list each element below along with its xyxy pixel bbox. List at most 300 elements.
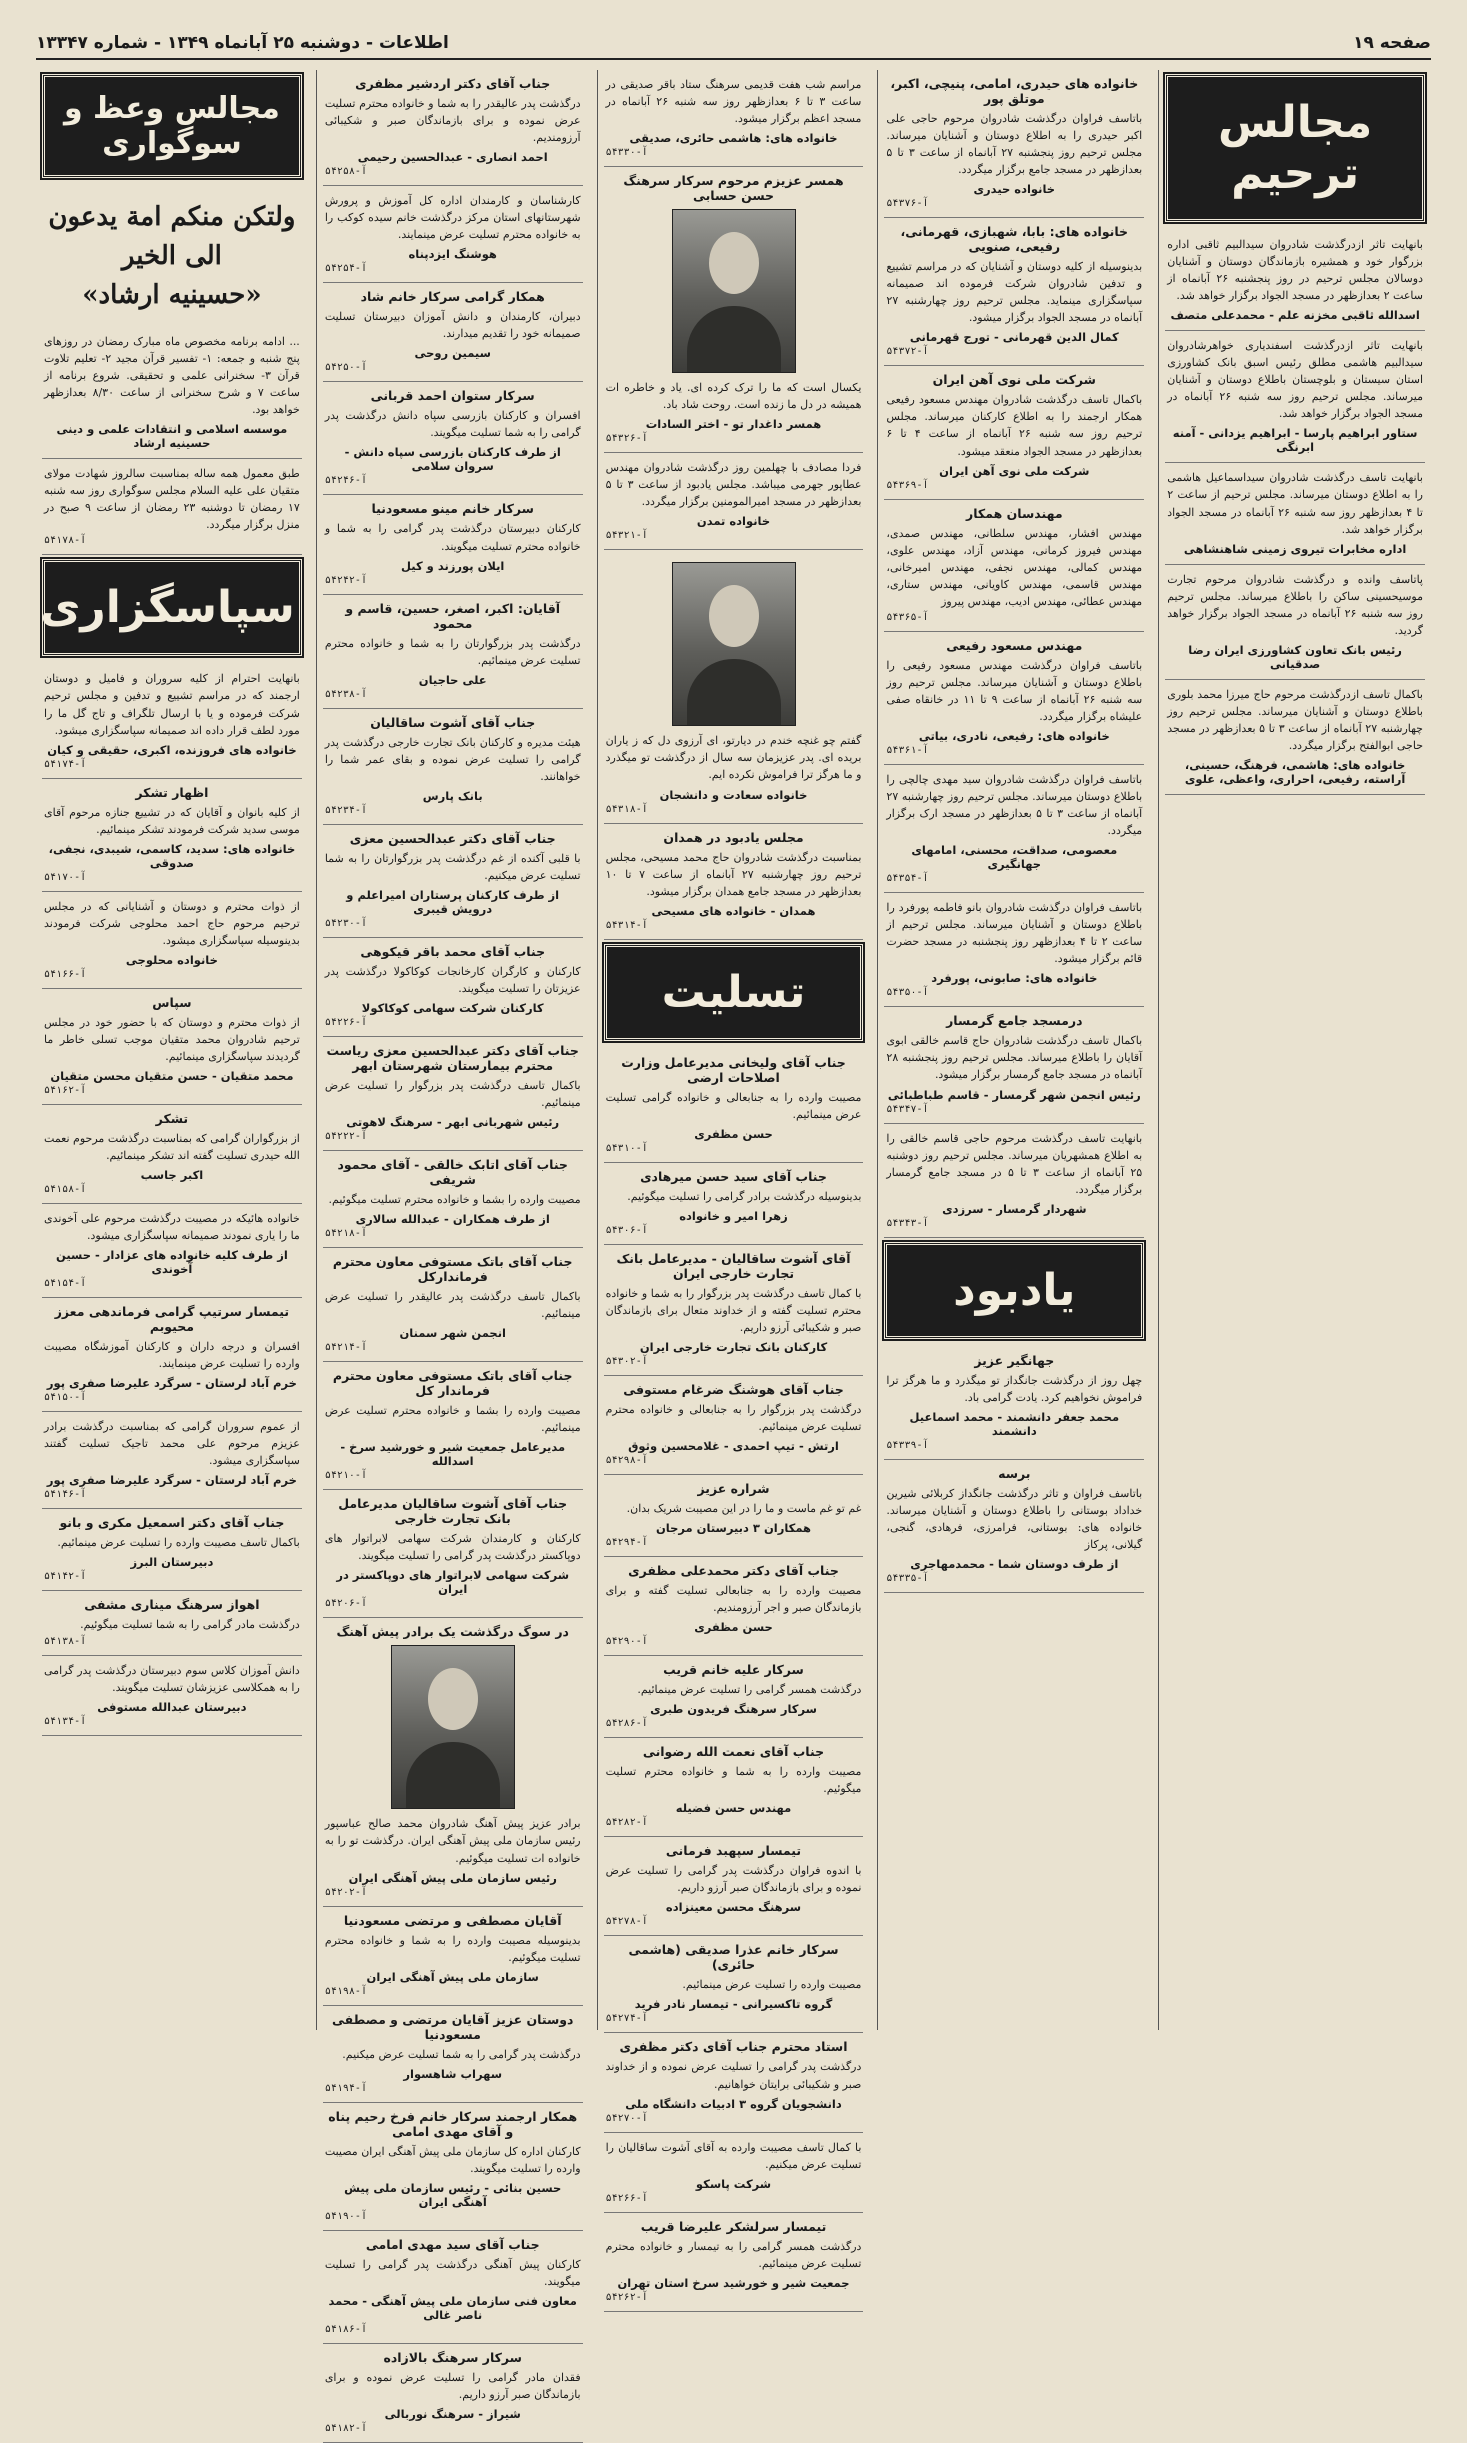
notice-text: با قلبی آکنده از غم درگذشت پدر بزرگوارتان را به شما تسلیت عرض میکنیم.	[324, 851, 581, 882]
notice	[604, 1049, 864, 1163]
notice-text: دانش آموزان کلاس سوم دبیرستان درگذشت پدر گرامی را به همکلاسی عزیزشان تسلیت میگویند.	[44, 1663, 300, 1694]
notice-title: دوستان عزیز آقایان مرتضی و مصطفی مسعودنیا	[331, 2011, 574, 2042]
notice	[604, 1837, 864, 1936]
notice	[1165, 565, 1425, 680]
notice	[42, 327, 302, 459]
notice-text: دبیران، کارمندان و دانش آموزان دبیرستان تسلیت صمیمانه خود را تقدیم میدارند.	[324, 310, 581, 341]
ad-code: آ-۵۴۲۶۶	[605, 2192, 648, 2204]
section-banner: مجالس وعظ و سوگواری	[42, 74, 302, 178]
notice-signature: دانشجویان گروه ۳ ادبیات دانشگاه ملی	[625, 2096, 842, 2111]
notice-signature: هوشنگ ایزدپناه	[408, 247, 497, 262]
notice-signature: رئیس سازمان ملی پیش آهنگی ایران	[348, 1870, 557, 1885]
notice-text: باتاسف فراوان درگذشت شادروان مرحوم حاجی علی اکبر حیدری را به اطلاع دوستان و آشنایان میرساند. مجلس ترحیم روز پنجشنبه ۲۷ آبانماه از ساعت ۳ تا ۵ بعدازظهر در مسجد جامع برگزار میگردد.	[886, 112, 1143, 177]
notice-title: جناب آقای آشوت ساقالیان	[370, 714, 536, 730]
ad-code: آ-۵۴۲۳۰	[324, 917, 367, 929]
notice	[604, 1738, 864, 1837]
notice	[323, 2344, 583, 2443]
notice-signature: خانواده های: سدید، کاسمی، شیبدی، نجفی، صدوقی	[48, 841, 296, 870]
ad-code: آ-۵۴۳۱۰	[605, 1142, 648, 1154]
notice	[42, 1591, 302, 1655]
notice-text: درگذشت پدر بزرگوارتان را به شما و خانواده محترم تسلیت عرض مینمائیم.	[324, 636, 581, 667]
notice-signature: کمال الدین قهرمانی - تورج قهرمانی	[909, 330, 1119, 345]
notice-signature: رئیس شهربانی ابهر - سرهنگ لاهوتی	[346, 1115, 560, 1130]
notice	[604, 70, 864, 167]
notice	[323, 1151, 583, 1248]
notice-title: همسر عزیزم مرحوم سرکار سرهنگ حسن حسابی	[623, 173, 844, 204]
notice-signature: خانواده تمدن	[696, 514, 771, 529]
ad-code: آ-۵۴۱۴۲	[44, 1571, 87, 1583]
notice-signature: شیراز - سرهنگ نوربالی	[384, 2406, 521, 2421]
notice-signature: خرم آباد لرستان - سرگرد علیرضا صفری پور	[46, 1376, 297, 1391]
notice-title: همکار گرامی سرکار خانم شاد	[360, 289, 545, 305]
notice	[884, 366, 1144, 499]
ad-code: آ-۵۴۲۹۴	[605, 1537, 648, 1549]
notice-signature: سرهنگ محسن معینزاده	[665, 1900, 802, 1915]
notice-text: باکمال تاسف درگذشت شادروان حاج قاسم خالقی ابوی آقایان را باطلاع میرساند. مجلس ترحیم روز پنجشنبه ۲۸ آبانماه در مسجد جامع گرمسار برگزار میشود.	[886, 1034, 1143, 1082]
notice-title: شرکت ملی نوی آهن ایران	[932, 372, 1096, 388]
notice-text: درگذشت همسر گرامی را به تیمسار و خانواده محترم تسلیت عرض مینمائیم.	[605, 2239, 862, 2270]
notice-title: آقایان مصطفی و مرتضی مسعودنیا	[343, 1912, 562, 1928]
notice	[604, 1245, 864, 1376]
notice-title: همکار ارجمند سرکار خانم فرخ رحیم پناه و آقای مهدی امامی	[328, 2108, 578, 2139]
notice-title: جهانگیر عزیز	[974, 1352, 1055, 1368]
ad-code: آ-۵۴۲۷۰	[605, 2112, 648, 2124]
notice-signature: سهراب شاهسوار	[403, 2066, 503, 2081]
notice-text: بمناسبت درگذشت شادروان حاج محمد مسیحی، مجلس ترحیم روز چهارشنبه ۲۷ آبانماه از ساعت ۷ تا ۱۰ بعدازظهر در مسجد جامع همدان برگزار میشود.	[605, 850, 862, 898]
ad-code: آ-۵۴۳۱۸	[605, 803, 648, 815]
notice-signature: شرکت سهامی لابراتوار های دوپاکستر در ایران	[336, 1568, 570, 1597]
notice-title: جناب آقای دکتر عبدالحسین معزی	[349, 830, 556, 846]
notice-text: بدینوسیله درگذشت برادر گرامی را تسلیت میگوئیم.	[627, 1189, 862, 1203]
ad-code: آ-۵۴۱۵۴	[44, 1278, 87, 1290]
notice	[323, 938, 583, 1037]
notice-text: درگذشت پدر گرامی را تسلیت عرض نموده و از خداوند صبر و شکیبائی برایتان خواهانیم.	[605, 2060, 862, 2091]
notice	[884, 1460, 1144, 1593]
ad-code: آ-۵۴۲۸۲	[605, 1817, 648, 1829]
notice-signature: خرم آباد لرستان - سرگرد علیرضا صفری پور	[46, 1473, 297, 1488]
notice-text: از کلیه بانوان و آقایان که در تشییع جنازه مرحوم آقای موسی سدید شرکت فرمودند تشکر مینمائیم.	[44, 805, 300, 836]
notice	[42, 664, 302, 778]
notice	[323, 825, 583, 938]
notice-signature: معصومی، صداقت، محسنی، امامهای جهانگیری	[911, 843, 1118, 872]
ad-code: آ-۵۴۳۴۷	[886, 1103, 929, 1115]
notice-text: بانهایت تاسف درگذشت مرحوم حاجی قاسم خالقی را به اطلاع همشهریان میرساند. مجلس ترحیم روز دوشنبه ۲۵ آبانماه از ساعت ۳ تا ۵ در مسجد جامع گرمسار برگزار میگردد.	[886, 1131, 1143, 1196]
ad-code: آ-۵۴۱۷۸	[44, 535, 87, 547]
notice-title: سرکار سرهنگ بالازاده	[383, 2349, 522, 2365]
notice-title: برسه	[998, 1465, 1031, 1481]
notice-signature: رئیس انجمن شهر گرمسار - قاسم طباطبائی	[887, 1087, 1141, 1102]
notice-signature: خانواده های فروزنده، اکبری، حقیقی و کیان	[47, 742, 297, 757]
notice-title: جناب آقای دکتر اسمعیل مکری و بانو	[59, 1515, 285, 1531]
notice-text: بانهایت تاثر ازدرگذشت شادروان سیدالبیم ثاقبی اداره بزرگوار خود و همشیره بازماندگان دوستان و آشنایان دوسالان مجلس ترحیم در روز پنجشنبه ۲۶ آبانماه از ساعت ۲ بعدازظهر در مسجد الجواد برگزار خواهد شد.	[1167, 238, 1423, 303]
notice-signature: خانواده حیدری	[973, 182, 1056, 197]
notice	[884, 1347, 1144, 1460]
notice-signature: از طرف دوستان شما - محمدمهاجری	[910, 1556, 1119, 1571]
notice	[323, 709, 583, 825]
notice	[323, 2231, 583, 2344]
notice-title: جناب آقای باتک مستوفی معاون محترم فرماندار کل	[332, 1368, 573, 1399]
notice-signature: انجمن شهر سمنان	[399, 1326, 506, 1341]
notice-text: باکمال تاسف درگذشت شادروان مهندس مسعود رفیعی همکار ارجمند را به اطلاع کارکنان میرساند. مجلس ترحیم روز سه شنبه ۲۶ آبانماه از ساعت ۴ تا ۶ بعدازظهر در مسجد الجواد منعقد میشود.	[886, 393, 1143, 458]
ad-code: آ-۵۴۱۴۶	[44, 1489, 87, 1501]
notice-text: چهل روز از درگذشت جانگداز تو میگذرد و ما هرگز ترا فراموش نخواهیم کرد. یادت گرامی باد.	[886, 1373, 1143, 1404]
notice	[604, 550, 864, 823]
notice-text: از عموم سروران گرامی که بمناسبت درگذشت برادر عزیزم مرحوم علی محمد تاجیک تسلیت گفتند سپاسگزاری میشود.	[44, 1420, 300, 1468]
notice-text: هیئت مدیره و کارکنان بانک تجارت خارجی درگذشت پدر گرامی را تسلیت عرض نموده و بقای عمر شما را خواهانند.	[324, 735, 581, 783]
notice-title: سرکار خانم مینو مسعودنیا	[371, 501, 534, 517]
notice	[323, 382, 583, 495]
column-4	[316, 70, 589, 2434]
ad-code: آ-۵۴۱۸۲	[324, 2422, 367, 2434]
notice-text: کارکنان پیش آهنگی درگذشت پدر گرامی را تسلیت میگویند.	[324, 2257, 581, 2288]
notice-text: با کمال تاسف درگذشت پدر بزرگوار را به شما و خانواده محترم تسلیت گفته و از خداوند متعال برای بازماندگان صبر و شکیبائی آرزو داریم.	[605, 1286, 862, 1334]
notice	[1165, 463, 1425, 564]
notice-signature: ستاور ابراهیم پارسا - ابراهیم یزدانی - آمنه ابرنگی	[1172, 426, 1418, 455]
notice-text: فردا مصادف با چهلمین روز درگذشت شادروان مهندس عطاپور جهرمی میباشد. مجلس یادبود از ساعت ۳ تا ۵ بعدازظهر در مسجد امیرالمومنین برگزار میگردد.	[605, 461, 862, 509]
notice	[604, 1475, 864, 1557]
notice-title: جناب آقای دکتر عبدالحسین معزی ریاست محترم بیمارستان شهرستان ابهر	[326, 1042, 579, 1073]
notice-text: باکمال تاسف مصیبت وارده را تسلیت عرض مینمائیم.	[57, 1536, 300, 1550]
notice-text: طبق معمول همه ساله بمناسبت سالروز شهادت مولای متقیان علی علیه السلام مجلس سوگواری روز سه شنبه ۱۷ رمضان تا دوشنبه ۲۳ رمضان از ساعت ۹ صبح در منزل برگزار میگردد.	[44, 467, 300, 532]
notice-signature: ایلان پورزند و کیل	[401, 558, 505, 573]
notice-signature: اداره مخابرات تیروی زمینی شاهنشاهی	[1183, 541, 1407, 556]
notice-title: استاد محترم جناب آقای دکتر مظفری	[619, 2039, 848, 2055]
notice-text: درگذشت مادر گرامی را به شما تسلیت میگوئیم.	[80, 1618, 300, 1632]
notice-signature: از طرف کارکنان بازرسی سپاه دانش - سروان سلامی	[344, 445, 561, 474]
ad-code: آ-۵۴۲۲۲	[324, 1131, 367, 1143]
notice-signature: کارکنان بانک تجارت خارجی ایران	[639, 1339, 828, 1354]
notice	[323, 1037, 583, 1151]
notice-text: کارکنان اداره کل سازمان ملی پیش آهنگی ایران مصیبت وارده را تسلیت میگویند.	[324, 2144, 581, 2175]
notice-text: مراسم شب هفت قدیمی سرهنگ ستاد باقر صدیقی در ساعت ۳ تا ۶ بعدازظهر روز سه شنبه ۲۶ آبانماه در مسجد اعظم برگزار میشود.	[605, 78, 862, 126]
notice	[42, 1105, 302, 1204]
notice-text: یکسال است که ما را ترک کرده ای. یاد و خاطره ات همیشه در دل ما زنده است. روحت شاد باد.	[605, 381, 862, 412]
column-5	[36, 70, 308, 2030]
ad-code: آ-۵۴۳۳۰	[605, 147, 648, 159]
page-number: صفحه ۱۹	[1353, 33, 1431, 53]
notice-signature: سازمان ملی پیش آهنگی ایران	[366, 1969, 539, 1984]
column-2	[877, 70, 1150, 2030]
notice-title: جناب آقای باتک مستوفی معاون محترم فرماندارکل	[332, 1254, 573, 1285]
ad-code: آ-۵۴۲۵۴	[324, 263, 367, 275]
notice-text: بانهایت تاثر ازدرگذشت اسفندیاری خواهرشادروان سیدالبیم هاشمی مطلق رئیس اسبق بانک کشاورزی استان سیستان و بلوچستان باطلاع دوستان و آشنایان میرساند. مجلس ترحیم روز سه شنبه ۲۶ آبانماه در مسجد الجواد برگزار خواهد شد.	[1167, 339, 1423, 421]
notice-signature: مدیرعامل جمعیت شیر و خورشید سرخ - اسدالله	[340, 1440, 566, 1469]
ad-code: آ-۵۴۳۱۴	[605, 919, 648, 931]
ad-code: آ-۵۴۳۶۹	[886, 479, 929, 491]
notice-signature: اکبر جاسب	[140, 1168, 204, 1183]
notice-text: کارشناسان و کارمندان اداره کل آموزش و پرورش شهرستانهای استان مرکز درگذشت خانم سیده کوکب را به خانواده محترم تسلیت عرض مینمایند.	[324, 194, 581, 242]
notice-title: آقایان: اکبر، اصغر، حسین، قاسم و محمود	[345, 600, 561, 631]
notice	[42, 989, 302, 1105]
notice	[1165, 331, 1425, 463]
notice	[884, 1007, 1144, 1123]
ad-code: آ-۵۴۳۷۶	[886, 198, 929, 210]
notice	[884, 765, 1144, 893]
notice-signature: خانواده های: هاشمی حائری، صدیقی	[629, 131, 838, 146]
notice	[42, 1656, 302, 1736]
notice-text: باکمال تاسف درگذشت پدر عالیقدر را تسلیت عرض مینمائیم.	[324, 1290, 581, 1321]
columns	[36, 70, 1431, 2434]
notice-title: جناب آقای اتابک خالقی - آقای محمود شریفی	[337, 1157, 568, 1188]
notice	[884, 1124, 1144, 1238]
notice-text: درگذشت همسر گرامی را تسلیت عرض مینمائیم.	[637, 1683, 862, 1697]
notice	[42, 1298, 302, 1412]
notice-signature: همکاران ۳ دبیرستان مرجان	[655, 1521, 812, 1536]
ad-code: آ-۵۴۲۱۸	[324, 1228, 367, 1240]
notice-signature: بانک پارس	[422, 788, 483, 803]
notice	[604, 1656, 864, 1738]
notice-title: درمسجد جامع گرمسار	[946, 1013, 1083, 1029]
notice-text: کارکنان دبیرستان درگذشت پدر گرامی را به شما و خانواده محترم تسلیت میگویند.	[324, 522, 581, 553]
column-3	[597, 70, 870, 2303]
notice	[1165, 680, 1425, 795]
notice-signature: همدان - خانواده های مسیحی	[651, 903, 816, 918]
notice	[884, 500, 1144, 632]
notice-text: غم تو غم ماست و ما را در این مصیبت شریک بدان.	[626, 1502, 862, 1516]
notice-signature: دبیرستان البرز	[130, 1555, 214, 1570]
notice-signature: رئیس بانک تعاون کشاورزی ایران رضا صدقیانی	[1188, 642, 1402, 671]
masthead	[36, 28, 1431, 60]
notice	[323, 2103, 583, 2231]
notice	[884, 893, 1144, 1007]
notice	[884, 632, 1144, 765]
ad-code: آ-۵۴۳۵۴	[886, 873, 929, 885]
notice-text: با اندوه فراوان درگذشت پدر گرامی را تسلیت عرض نموده و برای بازماندگان صبر آرزو داریم.	[605, 1864, 862, 1895]
ad-code: آ-۵۴۳۰۲	[605, 1355, 648, 1367]
notice-signature: شرکت ملی نوی آهن ایران	[939, 463, 1090, 478]
notice-text: مصیبت وارده را تسلیت عرض مینمائیم.	[682, 1978, 862, 1992]
issue-info: اطلاعات - دوشنبه ۲۵ آبانماه ۱۳۴۹ - شماره ۱۳۳۴۷	[36, 33, 449, 53]
notice-text: پاتاسف وانده و درگذشت شادروان مرحوم تجارت موسیحسینی ساکن را باطلاع میرساند. مجلس ترحیم روز سه شنبه ۲۶ آبانماه در مسجد الجواد برگزار خواهد گردید.	[1167, 572, 1423, 637]
ad-code: آ-۵۴۱۶۲	[44, 1084, 87, 1096]
notice-text: با کمال تاسف مصیبت وارده به آقای آشوت ساقالیان را تسلیت عرض میکنیم.	[605, 2140, 862, 2171]
notice	[323, 1490, 583, 1618]
notice-text: افسران و درجه داران و کارکنان آموزشگاه مصیبت وارده را تسلیت عرض مینمایند.	[44, 1340, 300, 1371]
notice-text: گفتم چو غنچه خندم در دیارتو، ای آرزوی دل که ز یاران بریده ای. پدر عزیزمان سه سال از درگذشت تو میگذرد و ما هرگز ترا فراموش نکرده ایم.	[605, 734, 862, 782]
section-banner: مجالس ترحیم	[1165, 74, 1425, 222]
ad-code: آ-۵۴۲۰۲	[324, 1886, 367, 1898]
ad-code: آ-۵۴۳۳۵	[886, 1572, 929, 1584]
ad-code: آ-۵۴۳۰۶	[605, 1224, 648, 1236]
notice-text: برادر عزیز پیش آهنگ شادروان محمد صالح عباسپور رئیس سازمان ملی پیش آهنگی ایران. درگذشت تو را به خانواده ات تسلیت میگوئیم.	[324, 1817, 581, 1865]
portrait-photo	[672, 562, 796, 726]
notice-signature: حسن مظفری	[694, 1620, 773, 1635]
notice-text: کارکنان و کارگران کارخانجات کوکاکولا درگذشت پدر عزیزتان را تسلیت میگویند.	[324, 964, 581, 995]
ad-code: آ-۵۴۳۵۰	[886, 987, 929, 999]
notice	[323, 2006, 583, 2103]
notice-signature: اسدالله ثاقبی مخزنه علم - محمدعلی متصف	[1170, 308, 1420, 323]
notice-signature: همسر داغدار تو - اختر السادات	[645, 417, 822, 432]
ad-code: آ-۵۴۳۲۱	[605, 530, 648, 542]
notice-title: جناب آقای دکتر محمدعلی مظفری	[628, 1563, 839, 1579]
notice-signature: خانواده های: صابونی، پورفرد	[931, 971, 1098, 986]
notice	[323, 1907, 583, 2006]
ad-code: آ-۵۴۳۶۵	[886, 611, 929, 623]
notice-title: جناب آقای دکتر اردشیر مظفری	[355, 76, 551, 91]
notice-title: تیمسار سپهبد فرمانی	[665, 1843, 802, 1859]
ad-code: آ-۵۴۲۴۶	[324, 475, 367, 487]
notice	[323, 1362, 583, 1490]
ad-code: آ-۵۴۱۵۸	[44, 1184, 87, 1196]
ad-code: آ-۵۴۱۳۸	[44, 1635, 87, 1647]
notice-text: درگذشت پدر بزرگوار را به جنابعالی و خانواده محترم تسلیت عرض مینمائیم.	[605, 1402, 862, 1433]
portrait-photo	[672, 209, 796, 373]
notice-text: ... ادامه برنامه مخصوص ماه مبارک رمضان در روزهای پنج شنبه و جمعه: ۱- تفسیر قرآن مجید ۲- تعلیم تلاوت قرآن ۳- سخنرانی علمی و تحقیقی. شروع برنامه از ساعت ۷ و شرح سخنرانی از ساعت ۸/۳۰ بعدازظهر خواهد بود.	[44, 335, 300, 417]
ad-code: آ-۵۴۳۶۱	[886, 744, 929, 756]
section-banner: تسلیت	[604, 944, 864, 1041]
ad-code: آ-۵۴۲۱۴	[324, 1342, 367, 1354]
notice-signature: از طرف کارکنان پرستاران امیراعلم و درویش قیبری	[346, 887, 560, 916]
ad-code: آ-۵۴۲۷۴	[605, 2013, 648, 2025]
notice	[1165, 230, 1425, 331]
notice	[604, 453, 864, 550]
notice-text: مصیبت وارده را به شما و خانواده محترم تسلیت میگوئیم.	[605, 1765, 862, 1796]
notice	[604, 167, 864, 453]
notice-text: بانهایت تاسف درگذشت شادروان سیداسماعیل هاشمی را به اطلاع دوستان میرساند. مجلس ترحیم از ساعت ۲ تا ۴ بعدازظهر روز سه شنبه ۲۶ آبانماه در مسجد الجواد برگزار خواهد شد.	[1167, 471, 1423, 536]
notice-signature: حسین بنائی - رئیس سازمان ملی پیش آهنگی ایران	[344, 2180, 562, 2209]
ad-code: آ-۵۴۱۹۰	[324, 2210, 367, 2222]
ad-code: آ-۵۴۱۹۴	[324, 2082, 367, 2094]
notice	[42, 459, 302, 555]
notice-signature: دبیرستان عبدالله مستوفی	[97, 1699, 247, 1714]
notice	[323, 1248, 583, 1362]
ad-code: آ-۵۴۲۳۴	[324, 804, 367, 816]
notice-text: باتاسف فراوان و تاثر درگذشت جانگداز کربلائی شیرین خداداد بوستانی را باطلاع دوستان و آشنایان میرساند. خانواده های: بوستانی، فرامرزی، فرهادی، گنجی، گیلانی، پرکاز	[886, 1486, 1143, 1551]
notice-text: درگذشت پدر گرامی را به شما تسلیت عرض میکنیم.	[342, 2047, 581, 2061]
notice-title: جناب آقای ولیخانی مدیرعامل وزارت اصلاحات ارضی	[621, 1054, 846, 1085]
ad-code: آ-۵۴۱۹۸	[324, 1985, 367, 1997]
notice-signature: خانواده های: هاشمی، فرهنگ، حسینی، آراسته، رفیعی، احراری، واعظی، علوی	[1184, 757, 1406, 786]
notice-signature: گروه تاکسیرانی - تیمسار نادر فرید	[634, 1997, 833, 2012]
portrait-photo	[391, 1645, 515, 1809]
notice-signature: معاون فنی سازمان ملی پیش آهنگی - محمد ناصر غالی	[328, 2293, 577, 2322]
ad-code: آ-۵۴۱۶۶	[44, 968, 87, 980]
notice	[42, 1412, 302, 1509]
notice	[323, 186, 583, 283]
motto-text: ولتکن منکم امة یدعون الی الخیر	[48, 202, 296, 271]
notice-title: مهندس مسعود رفیعی	[946, 637, 1083, 653]
notice-text: مصیبت وارده را به جنابعالی و خانواده گرامی تسلیت عرض مینمائیم.	[605, 1090, 862, 1121]
notice-text: مصیبت وارده را به جنابعالی تسلیت گفته و برای بازماندگان صبر و اجر آرزومندیم.	[605, 1584, 862, 1615]
ad-code: آ-۵۴۳۳۹	[886, 1439, 929, 1451]
notice-text: مصیبت وارده را بشما و خانواده محترم تسلیت میگوئیم.	[328, 1193, 581, 1207]
notice-text: مهندس افشار، مهندس سلطانی، مهندس صمدی، مهندس فیروز کرمانی، مهندس آزاد، مهندس علوی، مهندس کمالی، مهندس نجفی، مهندس امیرخانی، مهندس قاسمی، مهندس کاویانی، مهندس ستاری، مهندس عطائی، مهندس ادیب، مهندس پیروز	[886, 526, 1143, 608]
notice-text: باتاسف فراوان درگذشت شادروان سید مهدی چالچی را باطلاع دوستان میرساند. مجلس ترحیم روز چهارشنبه ۲۷ آبانماه از ساعت ۳ تا ۵ بعدازظهر در مسجد ارک برگزار میگردد.	[886, 772, 1143, 838]
notice-signature: محمد متقیان - حسن متقیان محسن متقیان	[50, 1068, 294, 1083]
notice-signature: سرکار سرهنگ فریدون طبری	[650, 1702, 817, 1717]
notice	[604, 1376, 864, 1475]
notice-title: جناب آقای آشوت ساقالیان مدیرعامل بانک تجارت خارجی	[338, 1496, 568, 1527]
notice	[604, 2033, 864, 2132]
notice-title: تیمسار سرلشکر علیرضا قریب	[640, 2218, 827, 2234]
notice-signature: موسسه اسلامی و انتقادات علمی و دینی حسینیه ارشاد	[56, 422, 288, 451]
notice-title: مجلس یادبود در همدان	[663, 829, 804, 845]
notice-text: از ذوات محترم و دوستان که با حضور خود در مجلس ترحیم شادروان محمد متقیان موجب تسلی خاطر ما گردیدند سپاسگزاری مینمائیم.	[44, 1015, 300, 1063]
notice-text: افسران و کارکنان بازرسی سپاه دانش درگذشت پدر گرامی را به شما تسلیت میگویند.	[324, 409, 581, 440]
notice-text: بدینوسیله مصیبت وارده را به شما و خانواده محترم تسلیت میگوئیم.	[324, 1933, 581, 1964]
column-1	[1158, 70, 1431, 2030]
notice-signature: خانواده محلوجی	[125, 952, 218, 967]
notice	[604, 1163, 864, 1245]
ad-code: آ-۵۴۲۵۸	[324, 166, 367, 178]
motto	[42, 186, 302, 327]
notice-text: از ذوات محترم و دوستان و آشنایانی که در مجلس ترحیم مرحوم حاج احمد محلوجی شرکت فرمودند بدینوسیله سپاسگزاری میشود.	[44, 899, 300, 947]
notice-title: سرکار خانم عذرا صدیقی (هاشمی حائری)	[628, 1942, 839, 1973]
notice	[323, 70, 583, 186]
notice-signature: خانواده سعادت و دانشجان	[659, 787, 808, 802]
notice	[42, 779, 302, 892]
notice-title: جناب آقای سید مهدی امامی	[365, 2236, 540, 2252]
notice-signature: کارکنان شرکت سهامی کوکاکولا	[361, 1000, 544, 1015]
ad-code: آ-۵۴۲۴۲	[324, 574, 367, 586]
notice-title: سپاس	[152, 994, 192, 1010]
notice-signature: علی حاجیان	[418, 672, 487, 687]
notice-signature: حسن مظفری	[694, 1126, 773, 1141]
ad-code: آ-۵۴۱۷۴	[44, 758, 87, 770]
notice-signature: زهرا امیر و خانواده	[679, 1208, 788, 1223]
notice-text: باتاسف فراوان درگذشت شادروان بانو فاطمه پورفرد را باطلاع دوستان و آشنایان میرساند. مجلس ترحیم از ساعت ۲ تا ۴ بعدازظهر روز پنجشنبه در مسجد حضرت قائم برگزار میشود.	[886, 901, 1143, 966]
notice-text: از بزرگواران گرامی که بمناسبت درگذشت مرحوم نعمت الله حیدری تسلیت گفته اند تشکر مینمائیم.	[44, 1131, 300, 1163]
notice-title: خانواده های: بابا، شهبازی، قهرمانی، رفیعی، صنویی	[900, 224, 1129, 255]
notice-title: شراره عزیز	[697, 1481, 770, 1497]
section-banner: یادبود	[884, 1242, 1144, 1339]
ad-code: آ-۵۴۱۳۴	[44, 1715, 87, 1727]
notice-title: سرکار ستوان احمد قربانی	[370, 388, 535, 404]
notice-text: باتاسف فراوان درگذشت مهندس مسعود رفیعی را باطلاع دوستان و آشنایان میرساند. مجلس ترحیم روز سه شنبه ۲۶ آبانماه از ساعت ۹ تا ۱۱ در خانقاه صفی علیشاه برگزار میگردد.	[886, 658, 1143, 723]
notice	[42, 1509, 302, 1591]
notice	[604, 2213, 864, 2312]
notice-title: تشکر	[155, 1110, 189, 1126]
ad-code: آ-۵۴۱۸۶	[324, 2323, 367, 2335]
notice-title: جناب آقای هوشنگ ضرغام مستوفی	[623, 1381, 844, 1397]
notice-title: مهندسان همکار	[966, 505, 1063, 521]
notice-text: باکمال تاسف درگذشت پدر بزرگوار را تسلیت عرض مینمائیم.	[324, 1078, 581, 1110]
notice-signature: احمد انصاری - عبدالحسین رحیمی	[357, 150, 548, 165]
ad-code: آ-۵۴۳۲۶	[605, 433, 648, 445]
notice-text: خانواده هائیکه در مصیبت درگذشت مرحوم علی آخوندی ما را یاری نمودند صمیمانه سپاسگزاری میشود.	[44, 1212, 300, 1243]
ad-code: آ-۵۴۲۳۸	[324, 688, 367, 700]
notice-signature: مهندس حسن فضیله	[675, 1801, 792, 1816]
ad-code: آ-۵۴۲۸۶	[605, 1718, 648, 1730]
notice	[884, 70, 1144, 218]
notice-signature: محمد جعفر دانشمند - محمد اسماعیل دانشمند	[909, 1409, 1120, 1438]
notice-signature: از طرف کلیه خانواده های عزادار - حسین آخوندی	[56, 1248, 288, 1277]
notice-title: در سوگ درگذشت یک برادر پیش آهنگ	[336, 1624, 569, 1640]
notice-title: تیمسار سرتیپ گرامی فرماندهی معزز محیوبم	[54, 1304, 290, 1335]
ad-code: آ-۵۴۱۵۰	[44, 1392, 87, 1404]
notice-title: آقای آشوت ساقالیان - مدیرعامل بانک تجارت خارجی ایران	[616, 1250, 851, 1281]
notice	[323, 1618, 583, 1906]
ad-code: آ-۵۴۳۷۲	[886, 346, 929, 358]
notice-text: باکمال تاسف ازدرگذشت مرحوم حاج میرزا محمد بلوری باطلاع دوستان و آشنایان میرساند. مجلس ترحیم روز چهارشنبه ۲۷ آبانماه از ساعت ۳ تا ۵ بعدازظهر در مسجد حاجی ابوالفتح برگزار میگردد.	[1167, 687, 1423, 752]
notice-signature: سیمین روحی	[414, 346, 491, 361]
notice-text: مصیبت وارده را بشما و خانواده محترم تسلیت عرض مینمائیم.	[324, 1404, 581, 1435]
ad-code: آ-۵۴۲۹۸	[605, 1455, 648, 1467]
notice-text: فقدان مادر گرامی را تسلیت عرض نموده و برای بازماندگان صبر آرزو داریم.	[324, 2370, 581, 2401]
notice	[884, 218, 1144, 366]
notice-title: جناب آقای محمد باقر قیکوهی	[360, 943, 546, 959]
notice-title: جناب آقای سید حسن میرهادی	[640, 1168, 827, 1184]
notice	[604, 2133, 864, 2213]
notice-text: بانهایت احترام از کلیه سروران و فامیل و دوستان ارجمند که در مراسم تشییع و تدفین و مجلس ترحیم شرکت فرموده و یا با ارسال تلگراف و تاج گل ما را مورد لطف قرار داده اند صمیمانه سپاسگزاری میشود.	[44, 672, 300, 737]
notice-title: سرکار علیه خانم قریب	[663, 1662, 804, 1678]
notice-signature: جمعیت شیر و خورشید سرخ استان تهران	[617, 2275, 850, 2290]
notice	[42, 892, 302, 989]
ad-code: آ-۵۴۲۹۰	[605, 1636, 648, 1648]
ad-code: آ-۵۴۲۵۰	[324, 362, 367, 374]
notice-text: بدینوسیله از کلیه دوستان و آشنایان که در مراسم تشییع و تدفین شادروان شرکت فرموده اند صمیمانه سپاسگزاری مینماید. مجلس ترحیم روز چهارشنبه ۲۷ آبانماه در مسجد الجواد برگزار میشود.	[886, 260, 1143, 325]
notice-text: درگذشت پدر عالیقدر را به شما و خانواده محترم تسلیت عرض نموده و برای بازماندگان صبر و شکیبائی آرزومندیم.	[324, 97, 581, 145]
